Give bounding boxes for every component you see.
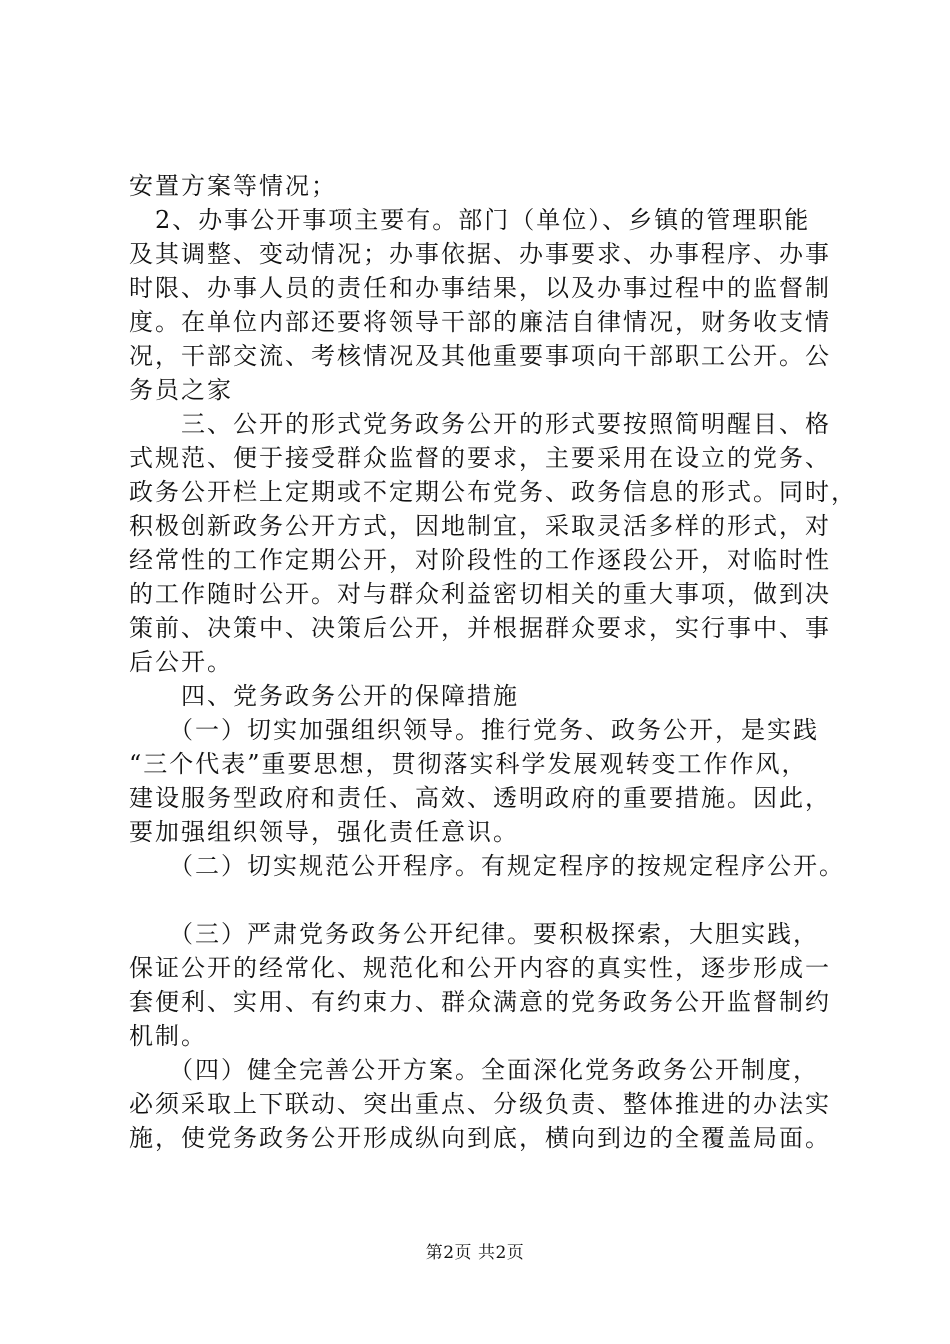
text-line: 机制。 xyxy=(129,1022,207,1050)
text-line: （三）严肃党务政务公开纪律。要积极探索，大胆实践， xyxy=(129,920,819,948)
text-line: “三个代表”重要思想，贯彻落实科学发展观转变工作作风， xyxy=(129,750,808,778)
text-line: 况，干部交流、考核情况及其他重要事项向干部职工公开。公 xyxy=(129,342,831,370)
text-line: 度。在单位内部还要将领导干部的廉洁自律情况，财务收支情 xyxy=(129,308,831,336)
text-line: 三、公开的形式党务政务公开的形式要按照简明醒目、格 xyxy=(129,410,831,438)
text-line: 的工作随时公开。对与群众利益密切相关的重大事项，做到决 xyxy=(129,580,831,608)
text-line: 后公开。 xyxy=(129,648,233,676)
text-line: 建设服务型政府和责任、高效、透明政府的重要措施。因此， xyxy=(129,784,831,812)
text-line: 积极创新政务公开方式，因地制宜，采取灵活多样的形式，对 xyxy=(129,512,831,540)
text-line: 套便利、实用、有约束力、群众满意的党务政务公开监督制约 xyxy=(129,988,831,1016)
text-line: 经常性的工作定期公开，对阶段性的工作逐段公开，对临时性 xyxy=(129,546,831,574)
text-line: 及其调整、变动情况；办事依据、办事要求、办事程序、办事 xyxy=(129,240,831,268)
text-line: 式规范、便于接受群众监督的要求，主要采用在设立的党务、 xyxy=(129,444,831,472)
text-line: 要加强组织领导，强化责任意识。 xyxy=(129,818,519,846)
text-line: 施，使党务政务公开形成纵向到底，横向到边的全覆盖局面。 xyxy=(129,1124,831,1152)
text-line: （二）切实规范公开程序。有规定程序的按规定程序公开。 xyxy=(129,852,845,880)
text-line: （四）健全完善公开方案。全面深化党务政务公开制度， xyxy=(129,1056,819,1084)
text-line: （一）切实加强组织领导。推行党务、政务公开，是实践 xyxy=(129,716,819,744)
text-line: 保证公开的经常化、规范化和公开内容的真实性，逐步形成一 xyxy=(129,954,831,982)
text-line: 时限、办事人员的责任和办事结果，以及办事过程中的监督制 xyxy=(129,274,831,302)
text-line: 安置方案等情况； xyxy=(129,172,337,200)
text-line: 2、办事公开事项主要有。部门（单位）、乡镇的管理职能 xyxy=(129,206,811,234)
page-number-footer: 第2页 共2页 xyxy=(425,1243,525,1263)
text-line: 务员之家 xyxy=(129,376,233,404)
text-line: 政务公开栏上定期或不定期公布党务、政务信息的形式。同时， xyxy=(129,478,857,506)
text-line: 必须采取上下联动、突出重点、分级负责、整体推进的办法实 xyxy=(129,1090,831,1118)
text-line: 策前、决策中、决策后公开，并根据群众要求，实行事中、事 xyxy=(129,614,831,642)
section-heading: 四、党务政务公开的保障措施 xyxy=(129,682,519,710)
